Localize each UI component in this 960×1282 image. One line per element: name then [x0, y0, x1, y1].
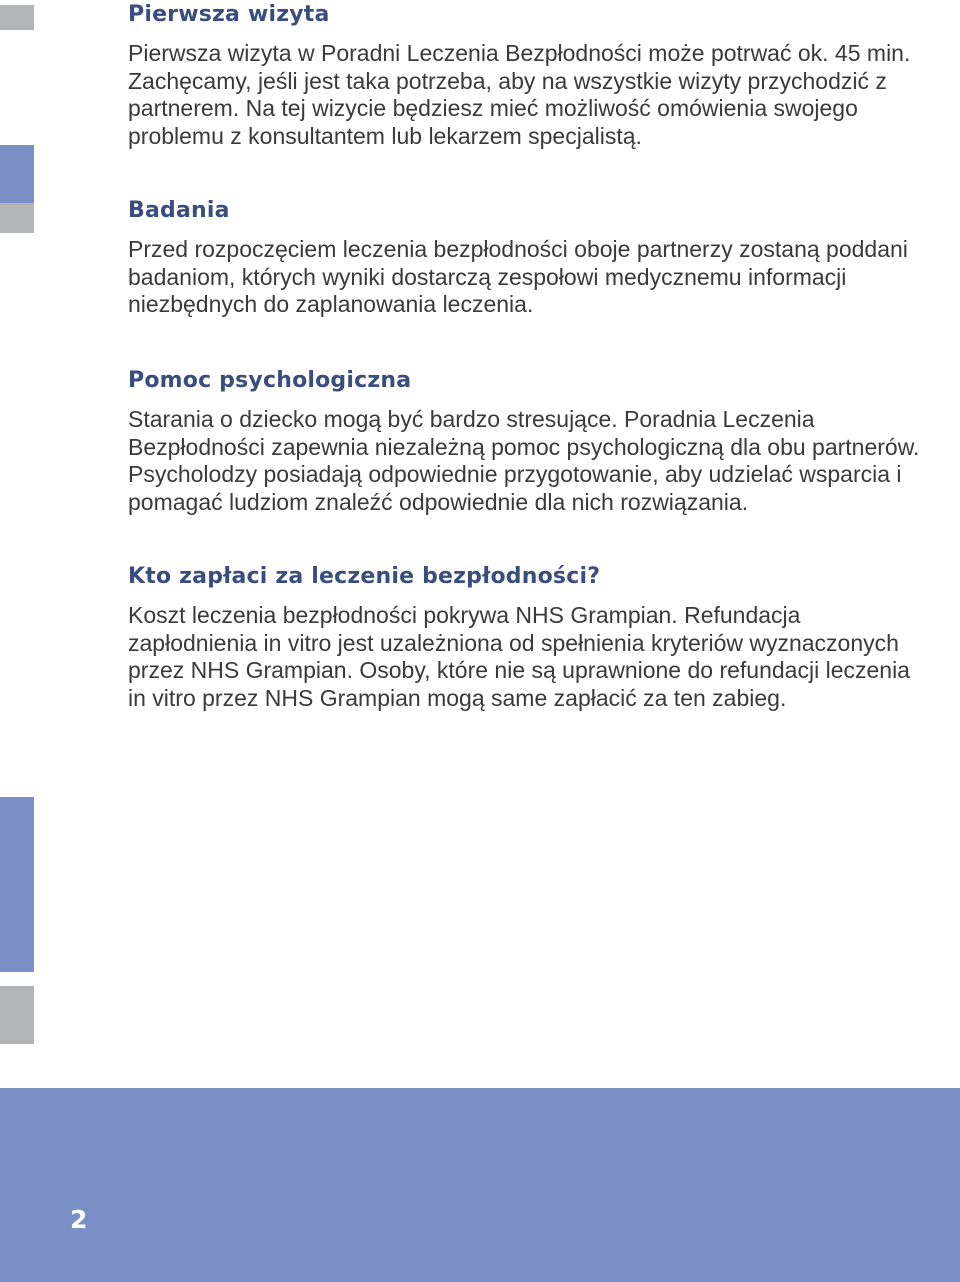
page-number: 2	[70, 1205, 88, 1234]
section-first-visit	[128, 0, 928, 150]
section-tests	[128, 196, 928, 319]
section-heading: Pierwsza wizyta	[128, 2, 330, 27]
side-tab-gray-bottom	[0, 986, 34, 1044]
side-tab-blue-bottom	[0, 797, 34, 972]
section-psychological-help	[128, 366, 928, 516]
section-paragraph: Starania o dziecko mogą być bardzo stresujące. Poradnia Leczenia Bezpłodności zapewnia niezależną pomoc psychologiczną dla obu partnerów. Psycholodzy posiadają odpowiednie przygotowanie, aby udzielać wsparcia i pomagać ludziom znaleźć odpowiednie dla nich rozwiązania.	[128, 406, 920, 515]
section-paragraph: Pierwsza wizyta w Poradni Leczenia Bezpłodności może potrwać ok. 45 min. Zachęcamy, jeśli jest taka potrzeba, aby na wszystkie wizyty przychodzić z partnerem. Na tej wizycie będziesz mieć możliwość omówienia swojego problemu z konsultantem lub lekarzem specjalistą.	[128, 40, 911, 149]
section-paragraph: Koszt leczenia bezpłodności pokrywa NHS Grampian. Refundacja zapłodnienia in vitro jest uzależniona od spełnienia kryteriów wyznaczonych przez NHS Grampian. Osoby, które nie są uprawnione do refundacji leczenia in vitro przez NHS Grampian mogą same zapłacić za ten zabieg.	[128, 602, 910, 711]
section-who-pays	[128, 562, 928, 712]
side-tab-blue-top	[0, 145, 34, 203]
section-paragraph: Przed rozpoczęciem leczenia bezpłodności oboje partnerzy zostaną poddani badaniom, których wyniki dostarczą zespołowi medycznemu informacji niezbędnych do zaplanowania leczenia.	[128, 236, 908, 317]
side-tab-gray-top	[0, 5, 34, 30]
footer-band	[0, 1088, 960, 1282]
section-heading: Badania	[128, 198, 230, 223]
section-heading: Pomoc psychologiczna	[128, 368, 412, 393]
side-tab-gray-middle	[0, 203, 34, 233]
section-heading: Kto zapłaci za leczenie bezpłodności?	[128, 564, 601, 589]
